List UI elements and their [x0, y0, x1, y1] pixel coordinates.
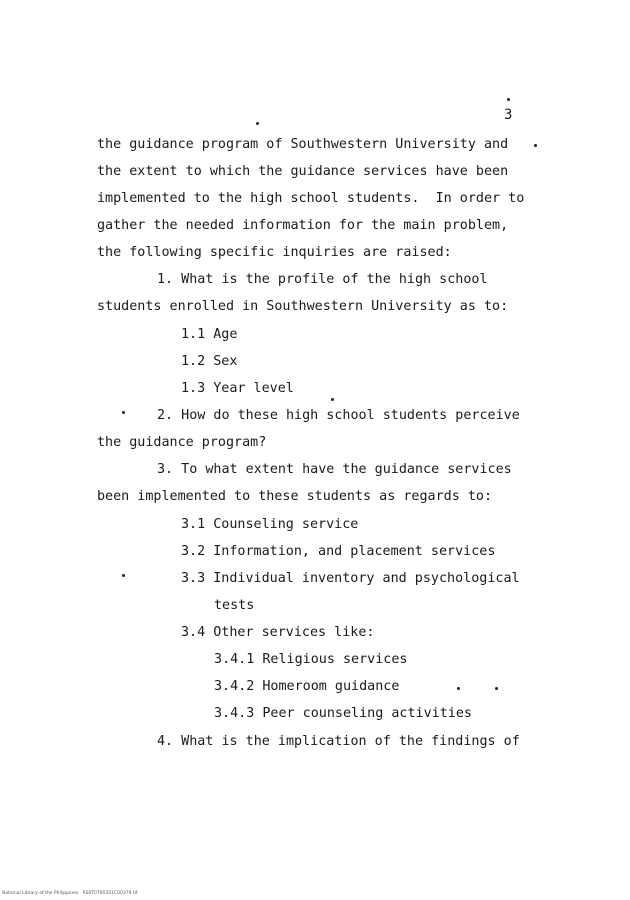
text-line-5: the following specific inquiries are raised: — [97, 245, 452, 260]
scan-speck — [495, 687, 498, 690]
item-3-4-1: 3.4.1 Religious services — [214, 652, 408, 667]
question-4: 4. What is the implication of the findings of — [157, 734, 520, 749]
question-2: 2. How do these high school students perceive — [157, 408, 520, 423]
text-line-12: the guidance program? — [97, 435, 267, 450]
scan-speck — [256, 122, 259, 125]
scan-speck — [122, 411, 125, 414]
item-3-3-continued: tests — [214, 598, 255, 613]
item-1-2: 1.2 Sex — [181, 354, 238, 369]
text-line-3: implemented to the high school students. In order to — [97, 191, 525, 206]
item-3-4-3: 3.4.3 Peer counseling activities — [214, 706, 472, 721]
scan-speck — [122, 574, 125, 577]
item-3-3: 3.3 Individual inventory and psychological — [181, 571, 520, 586]
question-1: 1. What is the profile of the high school — [157, 272, 488, 287]
item-3-2: 3.2 Information, and placement services — [181, 544, 496, 559]
question-3: 3. To what extent have the guidance services — [157, 462, 512, 477]
text-line-7: students enrolled in Southwestern University as to: — [97, 299, 509, 314]
scan-speck — [457, 687, 460, 690]
text-line-1: the guidance program of Southwestern University and — [97, 137, 509, 152]
item-3-4-2: 3.4.2 Homeroom guidance — [214, 679, 400, 694]
text-line-4: gather the needed information for the main problem, — [97, 218, 509, 233]
item-3-1: 3.1 Counseling service — [181, 517, 359, 532]
scan-speck — [331, 398, 334, 401]
text-line-2: the extent to which the guidance services have been — [97, 164, 509, 179]
item-1-3: 1.3 Year level — [181, 381, 294, 396]
scan-speck — [507, 98, 510, 101]
scan-speck — [534, 144, 537, 147]
text-line-14: been implemented to these students as regards to: — [97, 489, 493, 504]
item-1-1: 1.1 Age — [181, 327, 238, 342]
item-3-4: 3.4 Other services like: — [181, 625, 375, 640]
page-number: 3 — [504, 107, 513, 123]
scan-footer: National Library of the Philippines RS0T0T00351C00379 tif — [2, 891, 138, 896]
